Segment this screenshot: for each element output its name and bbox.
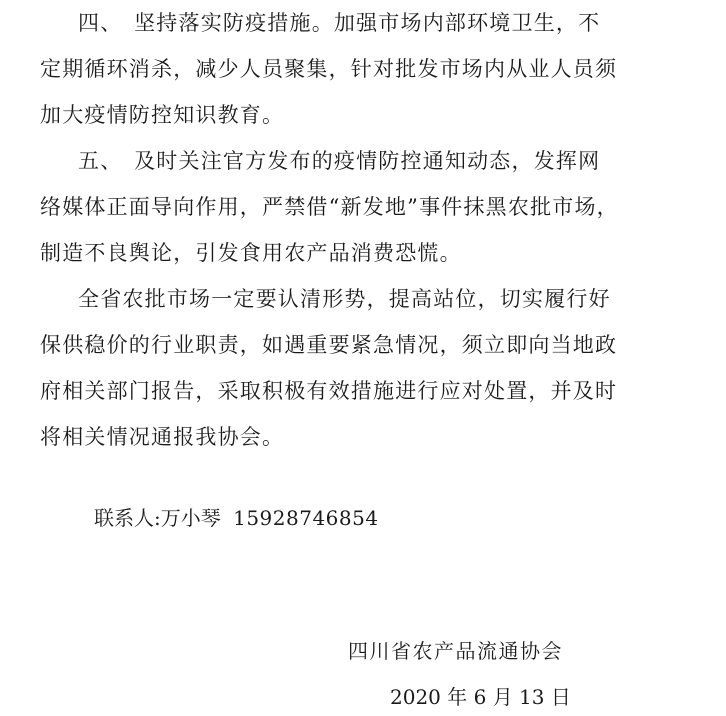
signature-organization: 四川省农产品流通协会 [348,639,563,663]
contact-label: 联系人:万小琴 [94,506,221,530]
paragraph-five-line-2: 络媒体正面导向作用，严禁借“新发地”事件抹黑农批市场， [40,195,619,219]
paragraph-five-line-3: 制造不良舆论，引发食用农产品消费恐慌。 [40,241,462,265]
paragraph-four-line-2: 定期循环消杀，减少人员聚集，针对批发市场内从业人员须 [40,57,618,81]
signature-date: 2020 年 6 月 13 日 [390,685,571,709]
paragraph-four-line-3: 加大疫情防控知识教育。 [40,103,285,127]
paragraph-closing-line-3: 府相关部门报告，采取积极有效措施进行应对处置，并及时 [40,379,618,403]
paragraph-closing-line-1: 全省农批市场一定要认清形势，提高站位，切实履行好 [78,287,611,311]
contact-phone: 15928746854 [233,506,379,530]
contact-line [94,503,379,533]
paragraph-closing-line-4: 将相关情况通报我协会。 [40,425,285,449]
paragraph-five-line-1: 五、 及时关注官方发布的疫情防控通知动态，发挥网 [78,149,601,173]
paragraph-four-line-1: 四、 坚持落实防疫措施。加强市场内部环境卫生，不 [78,11,601,35]
paragraph-closing-line-2: 保供稳价的行业职责，如遇重要紧急情况，须立即向当地政 [40,333,618,357]
